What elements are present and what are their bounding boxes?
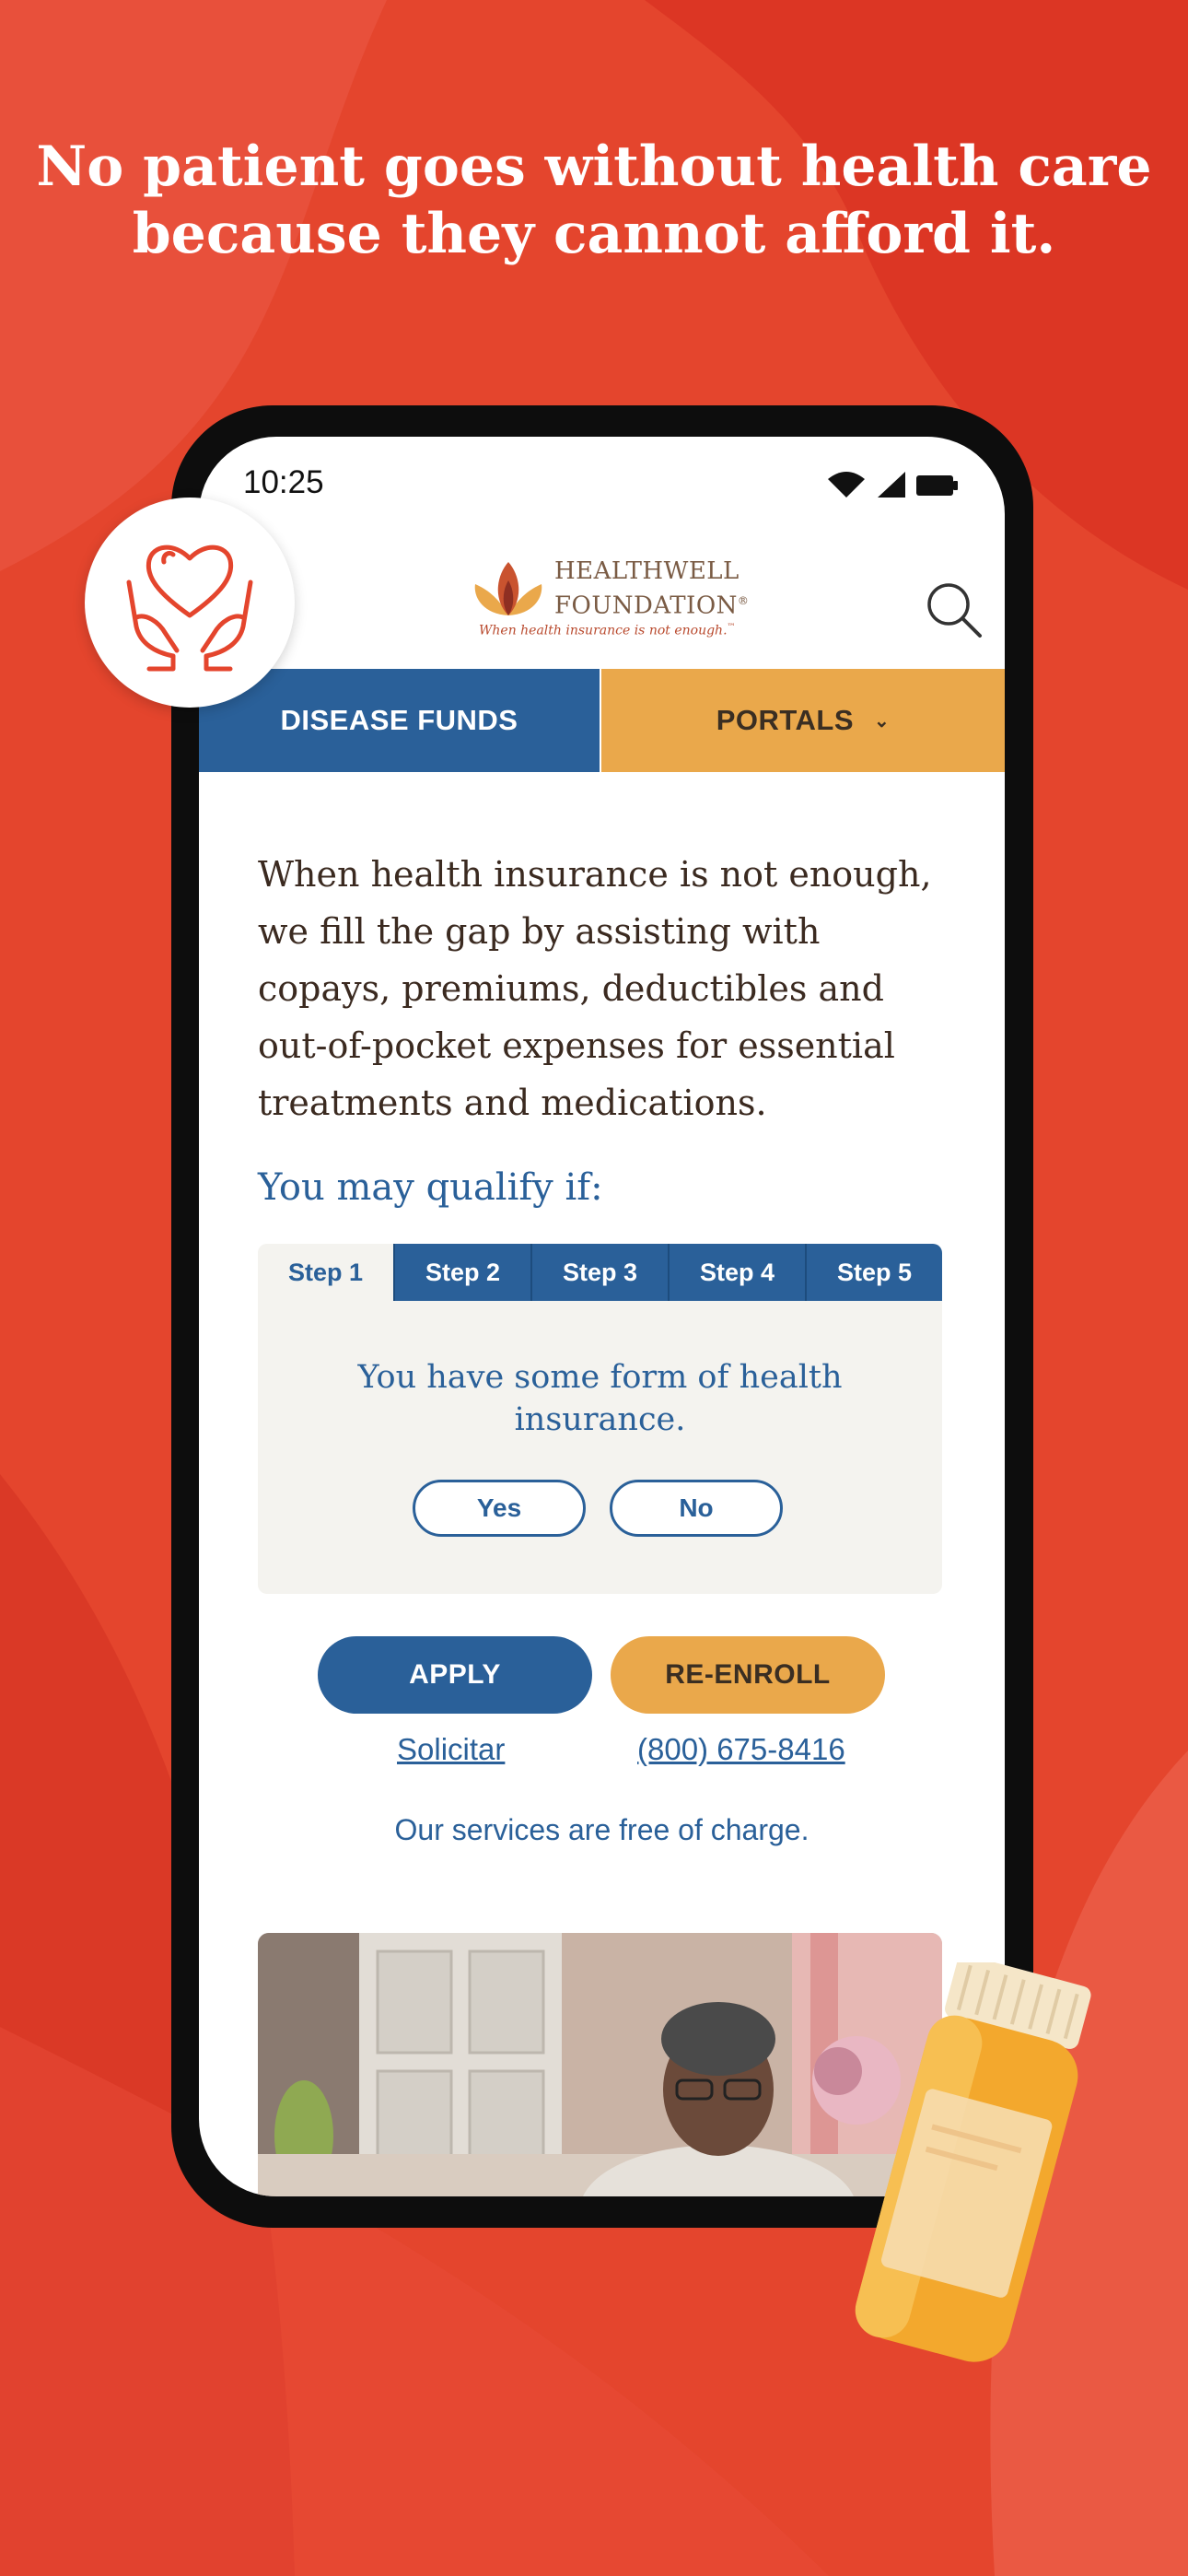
status-time: 10:25 [243,464,324,500]
step-tabs [258,1244,942,1301]
headline-line-1: No patient goes without health care [36,135,1152,199]
signal-icon [878,472,905,498]
eligibility-steps [258,1244,942,1594]
healthwell-logo[interactable] [472,549,748,641]
nav-disease-funds[interactable]: DISEASE FUNDS [199,669,600,772]
solicitar-link[interactable]: Solicitar [397,1732,506,1766]
care-badge [85,498,295,708]
logo-tagline: When health insurance is not enough.™ [479,623,736,638]
heart-hands-icon [85,498,295,708]
pill-bottle-icon [829,1962,1105,2386]
search-icon[interactable] [925,580,984,639]
headline-line-2: because they cannot afford it. [132,202,1056,266]
status-icons [826,470,964,499]
chevron-down-icon: ⌄ [874,710,891,732]
status-bar [199,437,1005,529]
step-tab-2[interactable]: Step 2 [393,1244,530,1301]
no-button[interactable]: No [610,1480,783,1537]
qualify-heading: You may qualify if: [258,1166,603,1209]
hero-headline [0,134,1188,268]
site-header [199,529,1005,669]
step-tab-1[interactable]: Step 1 [258,1244,393,1301]
step-tab-4[interactable]: Step 4 [668,1244,805,1301]
reenroll-button[interactable]: RE-ENROLL [611,1636,885,1714]
phone-screen [199,437,1005,2196]
nav-portals[interactable] [601,669,1005,772]
logo-wordmark [554,556,749,621]
logo-line-1: HEALTHWELL [554,557,740,585]
intro-paragraph: When health insurance is not enough, we fill the gap by assisting with copays, premiums, deductibles and out-of-pocket expenses for essential treatments and medications. [258,854,932,1123]
yes-button[interactable]: Yes [413,1480,586,1537]
apply-button[interactable]: APPLY [318,1636,592,1714]
phone-link[interactable]: (800) 675-8416 [637,1732,845,1766]
lotus-icon [472,558,545,623]
free-of-charge-note: Our services are free of charge. [394,1813,809,1846]
step-tab-3[interactable]: Step 3 [530,1244,668,1301]
step-tab-5[interactable]: Step 5 [805,1244,942,1301]
main-nav [199,669,1005,772]
wifi-icon [828,472,865,498]
logo-line-2: FOUNDATION® [554,591,750,620]
battery-icon [916,475,953,496]
step-question: You have some form of health insurance. [357,1359,843,1438]
nav-portals-label: PORTALS [716,704,855,736]
